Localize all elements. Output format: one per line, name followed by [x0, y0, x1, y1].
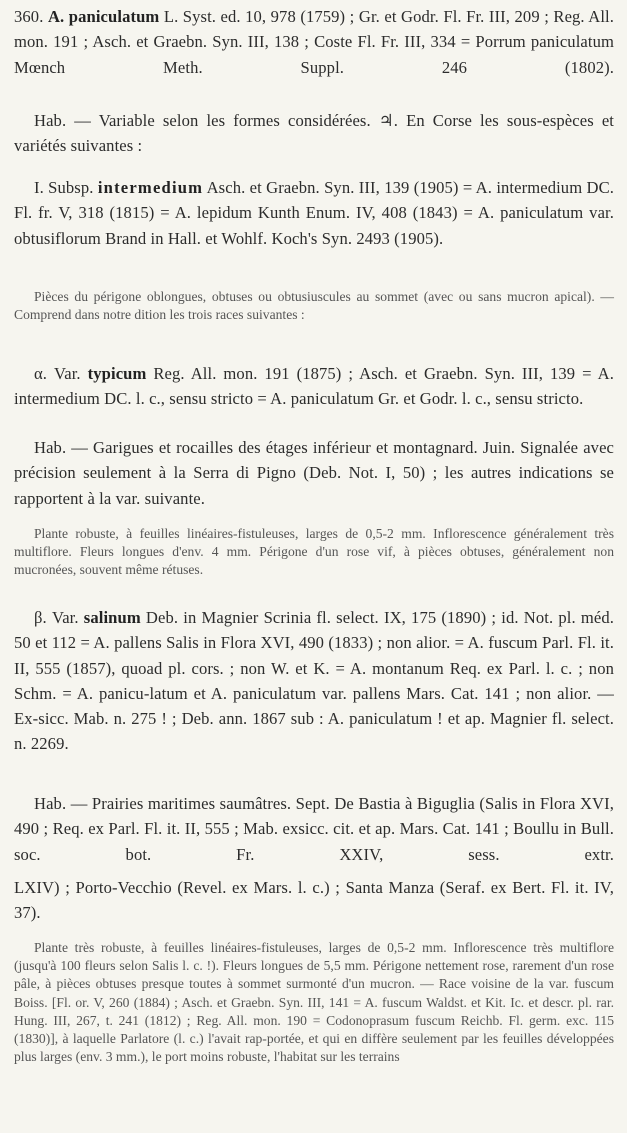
- entry-references: L. Syst. ed. 10, 978 (1759) ; Gr. et Godr. Fl. Fr. III, 209 ; Reg. All. mon. 191 ; Asch. et Graebn. Syn. III, 138 ; Coste Fl. Fr. III, 334 = Porrum paniculatum Mœnch Meth. Suppl. 246 (1802).: [14, 7, 615, 77]
- var-beta-habitat-part2: LXIV) ; Porto-Vecchio (Revel. ex Mars. l. c.) ; Santa Manza (Seraf. ex Bert. Fl. it. IV, 37).: [14, 878, 614, 923]
- var-beta-references: Deb. in Magnier Scrinia fl. select. IX, 175 (1890) ; id. Not. pl. méd. 50 et 112 = A. pallens Salis in Flora XVI, 490 (1833) ; non alior. = A. fuscum Parl. Fl. it. II, 555 (1857), quoad pl. cors. ; non W. et K. = A. montanum Req. ex Parl. l. c. ; non Schm. = A. panicu-latum et A. paniculatum var. pallens Mars. Cat. 141 ; non alior. — Ex-sicc. Mab. n. 275 ! ; Deb. ann. 1867 sub : A. paniculatum ! et ap. Magnier fl. select. n. 2269.: [14, 608, 614, 754]
- var-alpha-name: typicum: [87, 364, 147, 383]
- entry-heading: [14, 4, 614, 80]
- subsp-description: Pièces du périgone oblongues, obtuses ou obtusiuscules au sommet (avec ou sans mucron apical). — Comprend dans notre dition les trois races suivantes :: [14, 289, 614, 323]
- var-beta-habitat-part1: Hab. — Prairies maritimes saumâtres. Sept. De Bastia à Biguglia (Salis in Flora XVI, 490 ; Req. ex Parl. Fl. it. II, 555 ; Mab. exsicc. cit. et ap. Mars. Cat. 141 ; Boullu in Bull. soc. bot. Fr. XXIV, sess. extr.: [14, 794, 614, 864]
- var-alpha-references: Reg. All. mon. 191 (1875) ; Asch. et Graebn. Syn. III, 139 = A. intermedium DC. l. c., sensu stricto = A. paniculatum Gr. et Godr. l. c., sensu stricto.: [14, 364, 614, 409]
- entry-genus: A.: [47, 7, 65, 26]
- var-beta-description: Plante très robuste, à feuilles linéaires-fistuleuses, larges de 0,5-2 mm. Inflorescence très multiflore (jusqu'à 100 fleurs selon Salis l. c. !). Fleurs longues de 5,5 mm. Périgone nettement rose, rarement d'un rose pâle, à pièces obtuses presque toutes à sommet surmonté d'un mucron. — Race voisine de la var. fuscum Boiss. [Fl. or. V, 260 (1884) ; Asch. et Graebn. Syn. III, 141 = A. fuscum Waldst. et Kit. Ic. et descr. pl. rar. Hung. III, 267, t. 241 (1812) ; Reg. All. mon. 190 = Codonoprasum fuscum Reichb. Fl. germ. exc. 115 (1830)], à laquelle Parlatore (l. c.) l'avait rap-portée, et qui en diffère seulement par les feuilles développées plus larges (env. 3 mm.), le port moins robuste, l'habitat sur les terrains: [14, 940, 614, 1065]
- var-beta-label: β. Var.: [34, 608, 79, 627]
- var-alpha-label: α. Var.: [34, 364, 81, 383]
- subsp-references: Asch. et Graebn. Syn. III, 139 (1905) = A. intermedium DC. Fl. fr. V, 318 (1815) = A. lepidum Kunth Enum. IV, 408 (1843) = A. paniculatum var. obtusiflorum Brand in Hall. et Wohlf. Koch's Syn. 2493 (1905).: [14, 178, 615, 248]
- subsp-label: I. Subsp.: [34, 178, 94, 197]
- var-alpha-habitat: Hab. — Garigues et rocailles des étages inférieur et montagnard. Juin. Signalée avec précision seulement à la Serra di Pigno (Deb. Not. I, 50) ; les autres indications se rapportent à la var. suivante.: [14, 438, 614, 508]
- var-beta-name: salinum: [83, 608, 141, 627]
- var-alpha-description: Plante robuste, à feuilles linéaires-fistuleuses, larges de 0,5-2 mm. Inflorescence généralement très multiflore. Fleurs longues d'env. 4 mm. Périgone d'un rose vif, à pièces obtuses, généralement non mucronées, souvent même rétuses.: [14, 526, 614, 578]
- subsp-intermedium-heading: [14, 175, 614, 251]
- var-typicum-heading: [14, 361, 614, 412]
- entry-number: 360.: [14, 7, 44, 26]
- entry-epithet: paniculatum: [68, 7, 160, 26]
- var-salinum-heading: [14, 605, 614, 757]
- hab-general: Hab. — Variable selon les formes considérées. ♃. En Corse les sous-espèces et variétés suivantes :: [14, 111, 614, 156]
- subsp-name: intermedium: [97, 178, 204, 197]
